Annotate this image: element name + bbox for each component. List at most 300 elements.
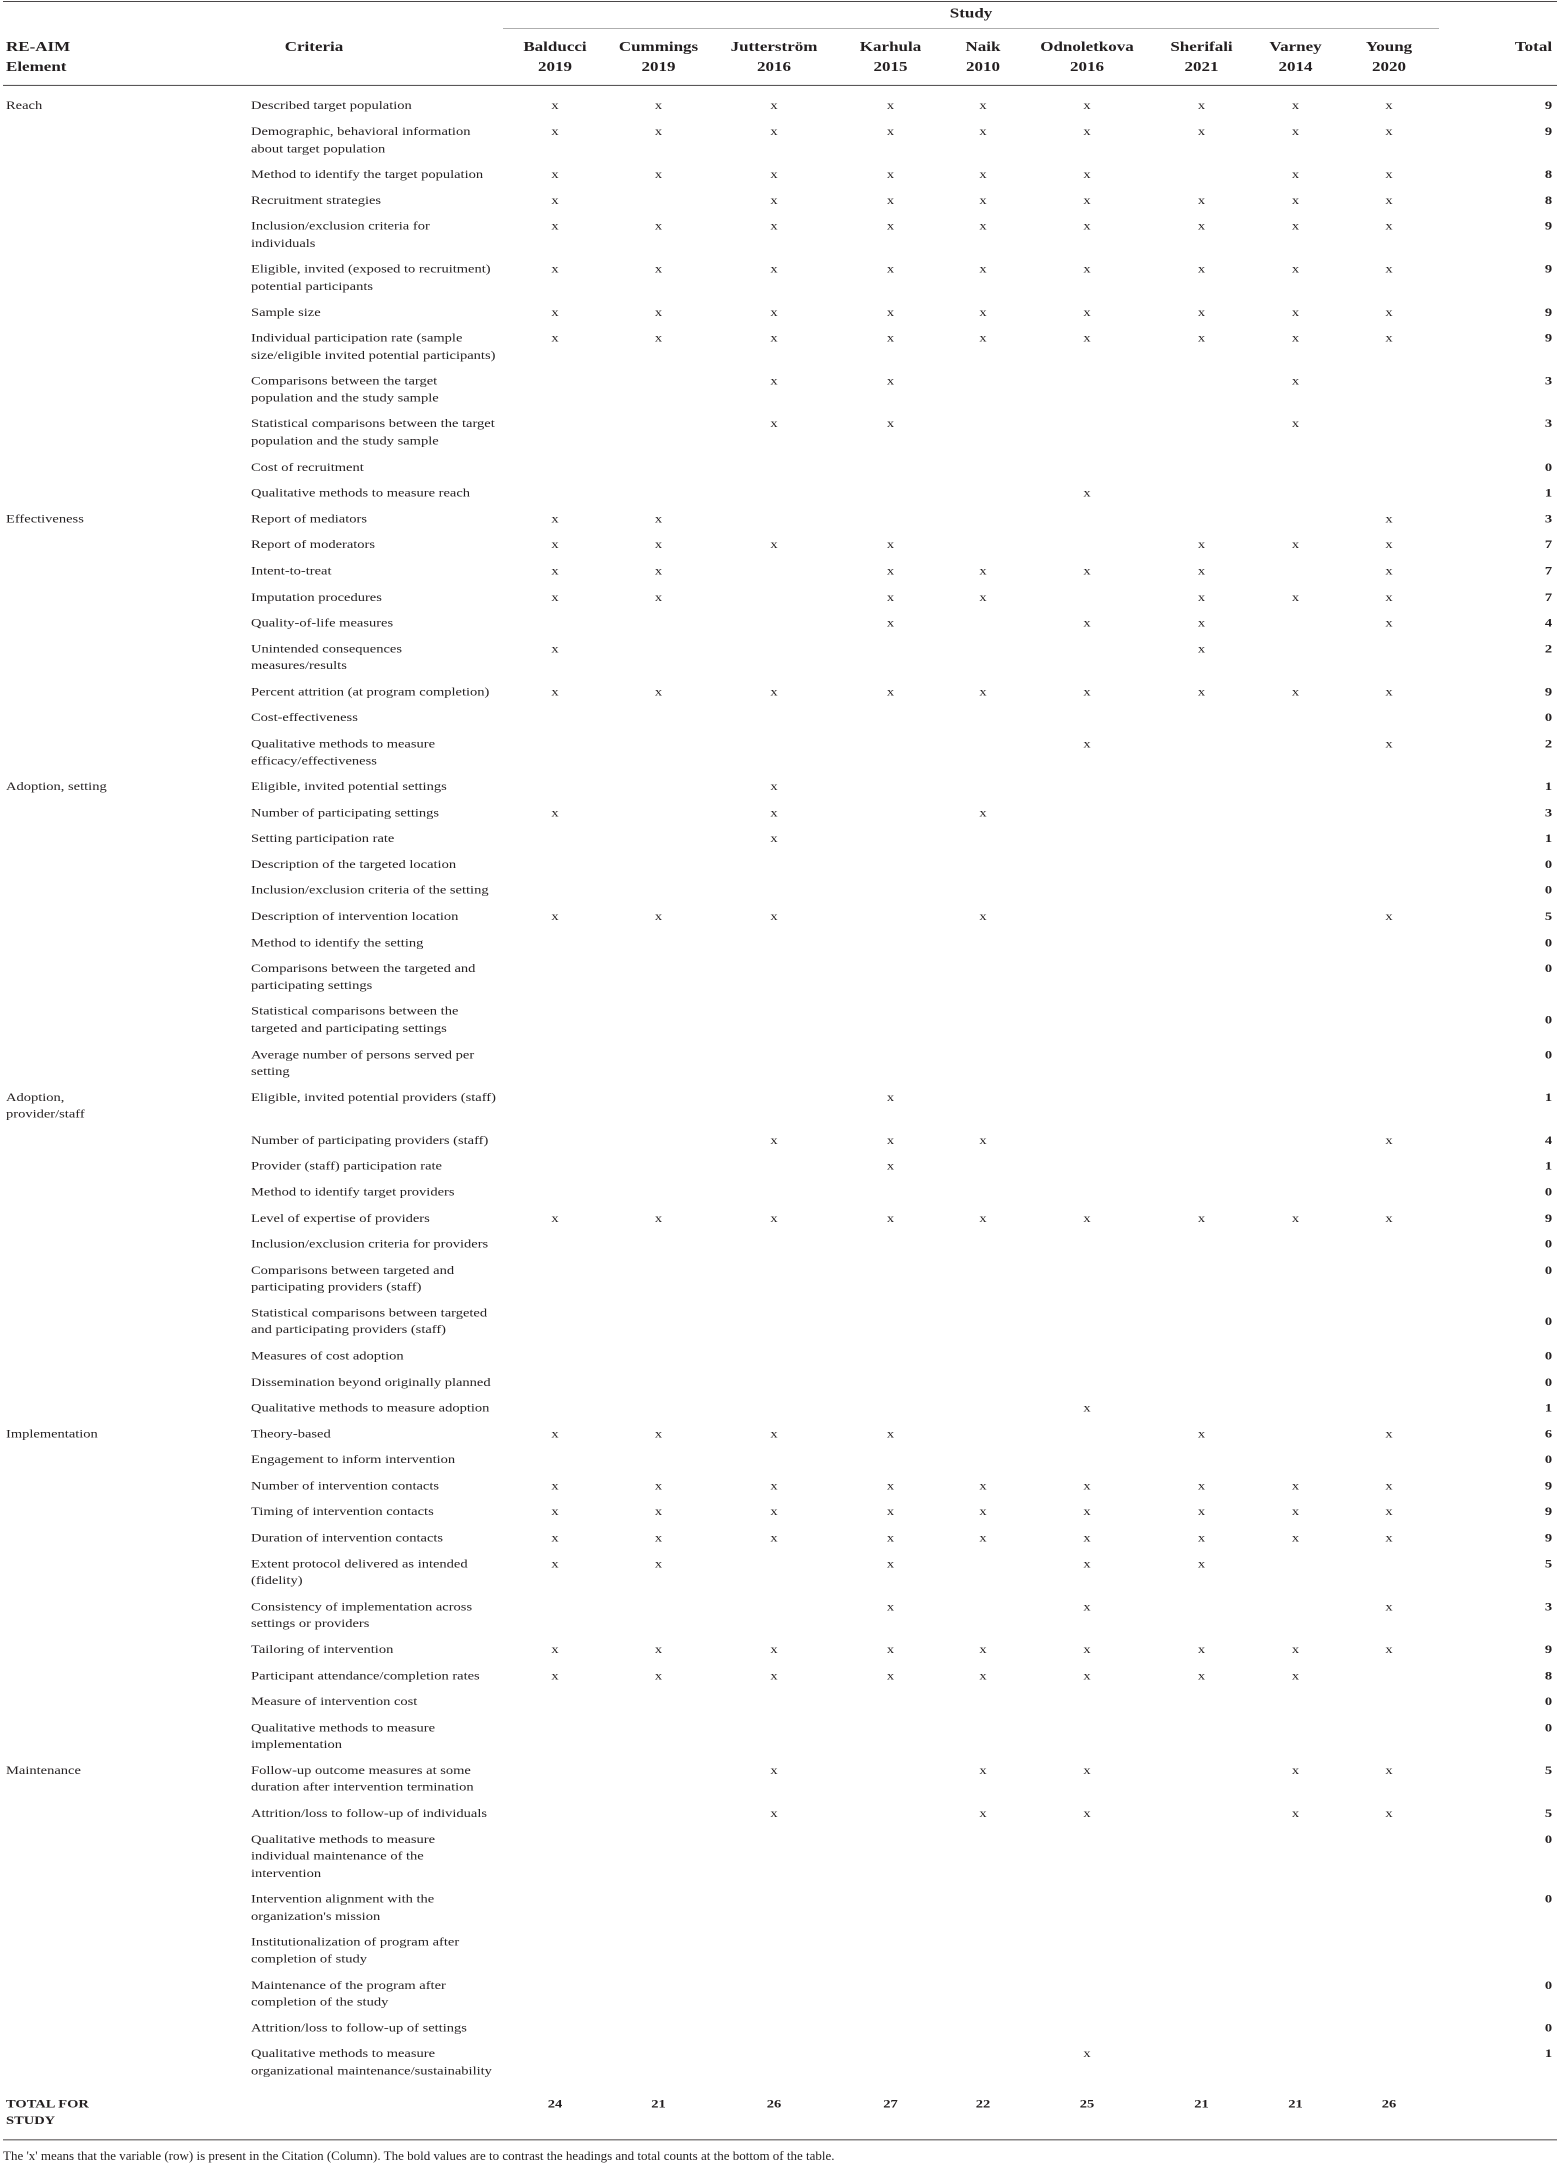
study-column-header <box>1252 29 1339 86</box>
table-row <box>3 1972 1557 2015</box>
study-mark-cell <box>1023 1127 1151 1153</box>
study-mark-cell: x <box>979 125 987 139</box>
criteria-cell: Statistical comparisons between the targeted and participating settings <box>251 1005 459 1036</box>
study-mark-cell: x <box>1083 564 1091 578</box>
study-mark-cell <box>503 1929 607 1972</box>
study-mark-cell <box>1151 2015 1252 2041</box>
table-row <box>3 299 1557 325</box>
study-mark-cell <box>1151 852 1252 878</box>
study-mark-cell <box>710 1395 838 1421</box>
table-row <box>3 731 1557 774</box>
study-author: Karhula <box>859 38 922 55</box>
study-mark-cell <box>1252 1421 1339 1447</box>
study-mark-cell: x <box>1385 331 1393 346</box>
study-mark-cell <box>710 1231 838 1257</box>
study-mark-cell: x <box>1083 1479 1091 1493</box>
study-mark-cell: x <box>1083 1807 1091 1821</box>
study-mark-cell <box>607 852 710 878</box>
criteria-cell: Qualitative methods to measure efficacy/effectiveness <box>251 737 436 768</box>
table-row <box>3 1689 1557 1715</box>
row-total-cell <box>1439 1929 1557 1972</box>
study-mark-cell <box>1252 558 1339 584</box>
row-total-cell: 7 <box>1544 564 1553 578</box>
study-mark-cell: x <box>551 590 559 604</box>
study-totals-row <box>3 2084 1557 2140</box>
reaim-element-cell <box>3 636 125 679</box>
study-mark-cell <box>503 1826 607 1886</box>
study-mark-cell <box>607 1084 710 1127</box>
study-mark-cell <box>1151 904 1252 930</box>
table-row <box>3 584 1557 610</box>
reaim-element-cell <box>3 411 125 454</box>
study-mark-cell <box>838 1758 943 1801</box>
study-mark-cell: x <box>886 1427 895 1441</box>
study-mark-cell <box>1339 1886 1439 1929</box>
criteria-cell: Duration of intervention contacts <box>251 1531 444 1545</box>
study-mark-cell <box>1151 1800 1252 1826</box>
study-mark-cell: x <box>1291 590 1300 604</box>
study-mark-cell <box>503 2041 607 2084</box>
study-mark-cell <box>943 1369 1023 1395</box>
study-mark-cell <box>710 1594 838 1637</box>
study-mark-cell <box>1151 705 1252 731</box>
study-mark-cell <box>943 636 1023 679</box>
study-total-value: 24 <box>503 2084 607 2140</box>
study-mark-cell: x <box>654 220 663 234</box>
row-total-cell: 6 <box>1544 1427 1553 1441</box>
study-mark-cell: x <box>886 168 895 182</box>
study-mark-cell <box>607 1231 710 1257</box>
table-row <box>3 1886 1557 1929</box>
study-mark-cell <box>1339 2015 1439 2041</box>
study-mark-cell <box>943 1041 1023 1084</box>
study-mark-cell: x <box>1083 1401 1091 1415</box>
reaim-element-cell <box>3 1929 125 1972</box>
study-mark-cell <box>1023 454 1151 480</box>
row-total-cell: 3 <box>1544 512 1553 526</box>
criteria-cell: Consistency of implementation across settings or providers <box>251 1600 473 1631</box>
study-mark-cell: x <box>770 685 778 699</box>
table-row <box>3 1343 1557 1369</box>
study-mark-cell: x <box>1197 1427 1206 1441</box>
study-mark-cell <box>503 1972 607 2015</box>
table-row <box>3 1499 1557 1525</box>
study-mark-cell: x <box>770 910 778 924</box>
study-mark-cell: x <box>979 220 987 234</box>
study-mark-cell: x <box>1291 99 1300 113</box>
study-mark-cell: x <box>979 910 987 924</box>
study-mark-cell <box>1252 480 1339 506</box>
study-mark-cell <box>838 1447 943 1473</box>
study-year: 2015 <box>873 58 908 75</box>
study-mark-cell: x <box>979 305 987 320</box>
study-mark-cell <box>1339 999 1439 1042</box>
study-mark-cell: x <box>886 417 895 431</box>
study-mark-cell: x <box>886 1133 895 1148</box>
table-row <box>3 774 1557 800</box>
study-mark-cell <box>943 480 1023 506</box>
study-mark-cell <box>607 800 710 826</box>
empty-cell <box>1439 2084 1557 2140</box>
criteria-cell: Eligible, invited (exposed to recruitment) potential participants <box>251 262 491 294</box>
criteria-cell: Extent protocol delivered as intended (fidelity) <box>251 1557 468 1588</box>
study-mark-cell: x <box>1197 616 1206 630</box>
criteria-cell: Participant attendance/completion rates <box>251 1669 480 1683</box>
study-mark-cell <box>710 1886 838 1929</box>
criteria-cell: Follow-up outcome measures at some duration after intervention termination <box>251 1764 474 1795</box>
criteria-cell: Number of participating settings <box>251 806 440 820</box>
study-mark-cell: x <box>654 1479 663 1493</box>
study-mark-cell <box>1339 1395 1439 1421</box>
study-mark-cell <box>838 1179 943 1205</box>
reaim-element-cell <box>3 930 125 956</box>
study-mark-cell: x <box>1197 1531 1206 1545</box>
study-mark-cell <box>607 610 710 636</box>
study-mark-cell: x <box>770 780 778 794</box>
study-mark-cell: x <box>1291 538 1300 552</box>
study-mark-cell: x <box>1083 99 1091 113</box>
study-mark-cell <box>710 999 838 1042</box>
study-mark-cell: x <box>1291 220 1300 234</box>
study-mark-cell <box>1151 1041 1252 1084</box>
study-mark-cell: x <box>770 1531 778 1545</box>
study-mark-cell <box>1252 999 1339 1042</box>
criteria-cell: Provider (staff) participation rate <box>251 1159 442 1173</box>
study-mark-cell <box>1151 1929 1252 1972</box>
study-mark-cell: x <box>1197 99 1206 113</box>
study-mark-cell: x <box>770 538 778 552</box>
row-total-cell: 8 <box>1544 168 1553 182</box>
study-mark-cell: x <box>1385 590 1393 604</box>
study-mark-cell <box>607 1594 710 1637</box>
study-mark-cell: x <box>1385 168 1393 182</box>
study-mark-cell: x <box>551 194 559 208</box>
study-mark-cell <box>838 800 943 826</box>
study-mark-cell <box>838 1972 943 2015</box>
study-total-value: 21 <box>1151 2084 1252 2140</box>
table-row <box>3 162 1557 188</box>
study-mark-cell: x <box>1197 220 1206 234</box>
study-mark-cell: x <box>1197 1669 1206 1683</box>
study-mark-cell <box>1151 1153 1252 1179</box>
study-mark-cell <box>838 705 943 731</box>
study-mark-cell <box>1151 826 1252 852</box>
row-total-cell: 5 <box>1544 910 1553 924</box>
study-year: 2010 <box>966 58 1000 75</box>
study-mark-cell: x <box>1385 1505 1393 1519</box>
study-mark-cell <box>607 1800 710 1826</box>
reaim-element-cell <box>3 480 125 506</box>
study-mark-cell: x <box>1291 685 1300 699</box>
study-mark-cell <box>943 731 1023 774</box>
row-total-cell: 0 <box>1544 1185 1553 1199</box>
criteria-cell: Engagement to inform intervention <box>251 1453 456 1467</box>
study-mark-cell <box>710 1179 838 1205</box>
study-mark-cell: x <box>1291 1479 1300 1493</box>
row-total-cell: 9 <box>1544 262 1553 277</box>
study-mark-cell <box>1151 731 1252 774</box>
study-total-value: 21 <box>607 2084 710 2140</box>
table-row <box>3 1369 1557 1395</box>
table-row <box>3 956 1557 999</box>
reaim-element-cell <box>3 1715 125 1758</box>
study-author: Naik <box>965 38 1001 55</box>
study-mark-cell <box>943 1972 1023 2015</box>
table-row <box>3 325 1557 368</box>
study-mark-cell <box>1252 826 1339 852</box>
study-mark-cell <box>503 852 607 878</box>
study-mark-cell <box>1023 1421 1151 1447</box>
study-author: Cummings <box>618 38 699 55</box>
study-mark-cell <box>1339 636 1439 679</box>
study-mark-cell <box>1339 1826 1439 1886</box>
study-mark-cell: x <box>979 99 987 113</box>
row-total-cell: 1 <box>1544 780 1553 794</box>
row-total-cell: 0 <box>1544 1978 1553 1992</box>
study-mark-cell <box>1339 774 1439 800</box>
study-mark-cell: x <box>1197 1505 1206 1519</box>
reaim-element-cell <box>3 1499 125 1525</box>
study-mark-cell <box>943 930 1023 956</box>
reaim-element-cell: Implementation <box>6 1427 98 1441</box>
reaim-element-cell <box>3 1594 125 1637</box>
study-mark-cell: x <box>979 1643 987 1657</box>
row-total-cell: 3 <box>1544 417 1553 431</box>
study-mark-cell: x <box>551 685 559 699</box>
study-mark-cell: x <box>1083 262 1091 277</box>
study-mark-cell: x <box>1083 331 1091 346</box>
study-column-header <box>1151 29 1252 86</box>
criteria-cell: Attrition/loss to follow-up of settings <box>251 2021 467 2035</box>
study-header-row <box>3 1 1557 28</box>
study-column-header <box>838 29 943 86</box>
table-row <box>3 1551 1557 1594</box>
table-row <box>3 256 1557 299</box>
table-row <box>3 1041 1557 1084</box>
study-mark-cell: x <box>654 564 663 578</box>
study-mark-cell <box>1339 411 1439 454</box>
study-mark-cell <box>1339 454 1439 480</box>
row-total-cell: 0 <box>1544 711 1553 725</box>
study-mark-cell <box>1252 1447 1339 1473</box>
table-row <box>3 1800 1557 1826</box>
study-year: 2020 <box>1372 58 1407 75</box>
study-mark-cell <box>943 1929 1023 1972</box>
study-mark-cell: x <box>1291 1211 1300 1225</box>
study-mark-cell: x <box>1197 538 1206 552</box>
study-total-value: 26 <box>710 2084 838 2140</box>
row-total-cell: 0 <box>1544 460 1553 474</box>
row-total-cell: 0 <box>1544 1453 1553 1467</box>
study-mark-cell <box>838 1343 943 1369</box>
reaim-element-cell <box>3 1041 125 1084</box>
table-row <box>3 558 1557 584</box>
row-total-cell: 0 <box>1544 1315 1553 1329</box>
study-mark-cell <box>1151 1369 1252 1395</box>
study-total-value: 26 <box>1339 2084 1439 2140</box>
study-mark-cell <box>1023 1179 1151 1205</box>
study-mark-cell <box>838 1886 943 1929</box>
study-mark-cell <box>710 1929 838 1972</box>
study-mark-cell <box>943 368 1023 411</box>
study-mark-cell: x <box>770 125 778 139</box>
reaim-element-cell <box>3 1179 125 1205</box>
study-mark-cell <box>1339 1343 1439 1369</box>
table-row <box>3 1153 1557 1179</box>
study-mark-cell <box>1252 454 1339 480</box>
study-mark-cell: x <box>551 168 559 182</box>
reaim-element-cell <box>3 1300 125 1343</box>
study-mark-cell <box>1023 1972 1151 2015</box>
study-mark-cell: x <box>1197 194 1206 208</box>
study-mark-cell <box>838 774 943 800</box>
study-mark-cell <box>1339 2041 1439 2084</box>
table-row <box>3 1421 1557 1447</box>
row-total-cell: 9 <box>1544 305 1553 320</box>
study-mark-cell <box>838 1929 943 1972</box>
study-mark-cell <box>607 1153 710 1179</box>
criteria-cell: Inclusion/exclusion criteria of the setting <box>251 884 489 898</box>
table-row <box>3 705 1557 731</box>
study-group-header: Study <box>503 1 1439 28</box>
study-mark-cell <box>1339 1231 1439 1257</box>
study-mark-cell: x <box>886 1211 895 1225</box>
study-mark-cell: x <box>1083 1643 1091 1657</box>
study-mark-cell <box>607 368 710 411</box>
criteria-cell: Setting participation rate <box>251 832 395 846</box>
reaim-element-cell <box>3 800 125 826</box>
criteria-cell: Cost-effectiveness <box>251 711 358 725</box>
criteria-cell: Intent-to-treat <box>251 564 332 578</box>
study-column-header <box>1339 29 1439 86</box>
row-total-cell: 0 <box>1544 936 1553 950</box>
row-total-cell: 9 <box>1544 125 1553 139</box>
study-mark-cell <box>607 826 710 852</box>
study-mark-cell <box>607 956 710 999</box>
row-total-cell: 7 <box>1544 538 1553 552</box>
study-mark-cell: x <box>886 1557 895 1571</box>
study-mark-cell: x <box>1385 1479 1393 1493</box>
row-total-cell: 1 <box>1544 2047 1553 2061</box>
row-total-cell: 0 <box>1544 1721 1553 1735</box>
study-mark-cell <box>1252 800 1339 826</box>
study-mark-cell: x <box>979 564 987 578</box>
study-mark-cell <box>838 999 943 1042</box>
criteria-cell: Demographic, behavioral information about target population <box>251 125 471 156</box>
study-year: 2014 <box>1278 58 1313 75</box>
study-author: Young <box>1365 38 1413 55</box>
study-mark-cell <box>1252 956 1339 999</box>
study-mark-cell <box>710 1343 838 1369</box>
study-mark-cell: x <box>886 1090 895 1105</box>
study-mark-cell <box>503 610 607 636</box>
study-mark-cell <box>607 2015 710 2041</box>
study-mark-cell: x <box>979 262 987 277</box>
study-mark-cell: x <box>770 1807 778 1821</box>
criteria-cell: Description of intervention location <box>251 910 459 924</box>
study-mark-cell: x <box>1197 1211 1206 1225</box>
study-mark-cell: x <box>1197 305 1206 320</box>
study-mark-cell <box>503 1153 607 1179</box>
study-mark-cell <box>838 930 943 956</box>
reaim-element-cell <box>3 454 125 480</box>
study-mark-cell: x <box>1385 99 1393 113</box>
study-mark-cell <box>503 1127 607 1153</box>
study-mark-cell: x <box>654 1531 663 1545</box>
study-mark-cell: x <box>1083 1505 1091 1519</box>
total-column-header: Total <box>1439 29 1557 86</box>
study-mark-cell: x <box>1385 1764 1393 1778</box>
study-mark-cell <box>1023 1041 1151 1084</box>
study-mark-cell: x <box>886 1479 895 1493</box>
study-mark-cell: x <box>886 194 895 208</box>
study-mark-cell: x <box>886 564 895 578</box>
study-mark-cell <box>503 930 607 956</box>
table-row <box>3 119 1557 162</box>
row-total-cell: 3 <box>1544 1600 1553 1614</box>
study-mark-cell <box>503 411 607 454</box>
study-mark-cell <box>710 558 838 584</box>
reaim-element-cell <box>3 1395 125 1421</box>
reaim-element-cell <box>3 705 125 731</box>
study-mark-cell: x <box>551 642 559 656</box>
study-mark-cell <box>1252 1826 1339 1886</box>
study-mark-cell <box>1023 1257 1151 1300</box>
criteria-cell: Method to identify the target population <box>251 168 484 182</box>
study-mark-cell <box>838 852 943 878</box>
row-total-cell: 3 <box>1544 806 1553 820</box>
row-total-cell: 1 <box>1544 832 1553 846</box>
criteria-cell: Measures of cost adoption <box>251 1349 404 1363</box>
row-total-cell: 9 <box>1544 1211 1553 1225</box>
row-total-cell: 9 <box>1544 331 1553 346</box>
study-mark-cell <box>607 731 710 774</box>
row-total-cell: 9 <box>1544 1479 1553 1493</box>
reaim-element-cell <box>3 1257 125 1300</box>
study-mark-cell <box>710 480 838 506</box>
study-mark-cell: x <box>1083 194 1091 208</box>
study-mark-cell: x <box>770 194 778 208</box>
study-mark-cell <box>943 1153 1023 1179</box>
study-mark-cell <box>1339 1369 1439 1395</box>
study-mark-cell: x <box>1083 1211 1091 1225</box>
study-mark-cell: x <box>1197 1643 1206 1657</box>
study-mark-cell: x <box>1385 1427 1393 1441</box>
study-mark-cell <box>607 454 710 480</box>
criteria-cell: Number of intervention contacts <box>251 1479 440 1493</box>
study-mark-cell <box>503 999 607 1042</box>
study-mark-cell: x <box>1291 1505 1300 1519</box>
study-mark-cell <box>503 1231 607 1257</box>
criteria-cell: Qualitative methods to measure individual maintenance of the intervention <box>251 1833 436 1881</box>
study-mark-cell <box>838 1826 943 1886</box>
row-total-cell: 1 <box>1544 1159 1553 1173</box>
study-mark-cell <box>838 1231 943 1257</box>
study-mark-cell: x <box>1083 2047 1091 2061</box>
study-mark-cell <box>943 1179 1023 1205</box>
reaim-element-cell <box>3 1826 125 1886</box>
study-mark-cell <box>943 878 1023 904</box>
study-mark-cell <box>607 878 710 904</box>
criteria-cell: Report of moderators <box>251 538 376 552</box>
criteria-cell: Description of the targeted location <box>251 858 457 872</box>
study-mark-cell <box>503 1689 607 1715</box>
study-year: 2019 <box>538 58 572 75</box>
study-total-value: 27 <box>838 2084 943 2140</box>
study-mark-cell <box>710 1972 838 2015</box>
study-mark-cell: x <box>1197 125 1206 139</box>
study-mark-cell <box>503 1084 607 1127</box>
